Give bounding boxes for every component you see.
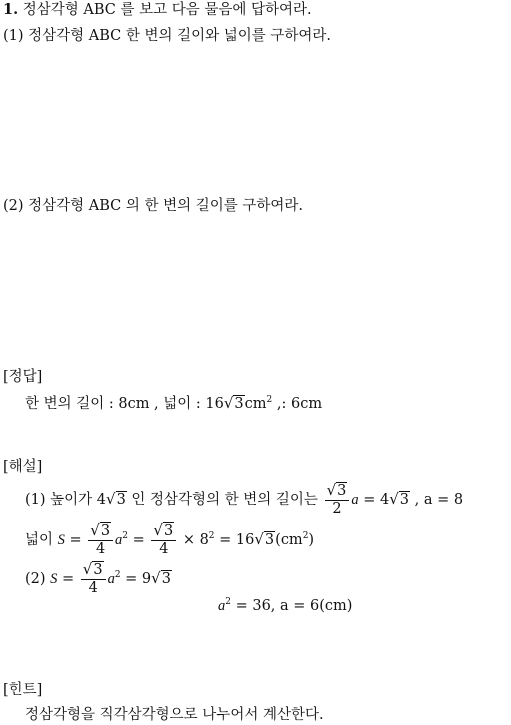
question-1: (1) 정삼각형 ABC 한 변의 길이와 넓이를 구하여라. bbox=[3, 28, 332, 44]
fraction-sqrt3-over-4: $\frac{√3}{4}$ bbox=[88, 523, 113, 557]
hint-header: [힌트] bbox=[3, 682, 43, 698]
answer-header: [정답] bbox=[3, 369, 43, 385]
answer-line: 한 변의 길이 : 8cm , 넓이 : $16√3cm^2$ ,: 6cm bbox=[25, 394, 323, 412]
explanation-line-4: $a^2 = 36$, a = 6(cm) bbox=[218, 597, 353, 614]
sqrt-symbol: √3 bbox=[223, 394, 244, 412]
question-2: (2) 정삼각형 ABC 의 한 변의 길이를 구하여라. bbox=[3, 198, 304, 214]
explanation-line-3: (2) S = $\frac{√3}{4}$ $a^2 = 9√3$ bbox=[25, 560, 171, 597]
fraction-sqrt3-over-4: $\frac{√3}{4}$ bbox=[81, 562, 106, 596]
problem-stem: 정삼각형 ABC 를 보고 다음 물음에 답하여라. bbox=[22, 2, 312, 18]
explanation-line-2: 넓이 S = $\frac{√3}{4}$ $a^2$ = $\frac{√3}{4}$ × $8^2 = 16√3(cm^2)$ bbox=[25, 521, 315, 558]
problem-stem-line bbox=[3, 3, 312, 18]
fraction-sqrt3-over-4: $\frac{√3}{4}$ bbox=[151, 523, 176, 557]
fraction-sqrt3-over-2: $\frac{√3}{2}$ bbox=[325, 483, 350, 517]
problem-number: 1. bbox=[3, 1, 19, 18]
sqrt-symbol: √3 bbox=[151, 569, 171, 588]
sqrt-symbol: √3 bbox=[389, 490, 409, 509]
explanation-header: [해설] bbox=[3, 459, 43, 475]
explanation-line-1: (1) 높이가 4√3 인 정삼각형의 한 변의 길이는 $\frac{√3}{2}$ a = 4√3 , a = 8 bbox=[25, 481, 464, 518]
answer-tail: ,: 6cm bbox=[276, 396, 323, 412]
sqrt-symbol: √3 bbox=[106, 490, 126, 509]
answer-side: 한 변의 길이 : 8cm , bbox=[25, 396, 159, 412]
answer-area: 넓이 : 16 bbox=[163, 396, 224, 412]
hint-text: 정삼각형을 직각삼각형으로 나누어서 계산한다. bbox=[25, 707, 324, 723]
sqrt-symbol: √3 bbox=[254, 530, 275, 549]
